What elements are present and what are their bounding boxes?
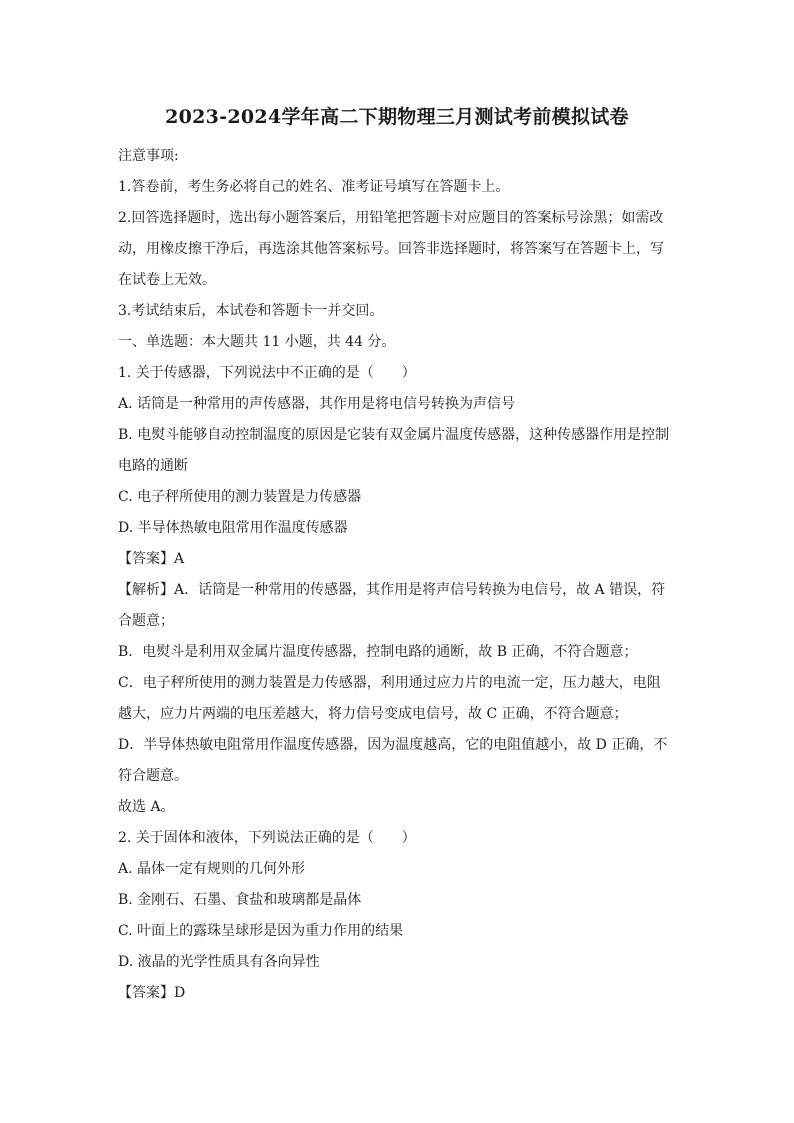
exam-title: 2023-2024学年高二下期物理三月测试考前模拟试卷 bbox=[165, 106, 629, 128]
question-2-option-a: A. 晶体一定有规则的几何外形 bbox=[118, 861, 306, 877]
question-1-analysis-line-3: B．电熨斗是利用双金属片温度传感器，控制电路的通断，故 B 正确，不符合题意； bbox=[118, 644, 638, 660]
question-1-answer: 【答案】A bbox=[118, 551, 185, 567]
question-1-analysis-line-6: D．半导体热敏电阻常用作温度传感器，因为温度越高，它的电阻值越小，故 D 正确，不 bbox=[118, 737, 668, 753]
question-2-stem: 2. 关于固体和液体，下列说法正确的是（ ） bbox=[118, 830, 416, 846]
question-2-option-c: C. 叶面上的露珠呈球形是因为重力作用的结果 bbox=[118, 923, 404, 939]
question-1-stem: 1. 关于传感器，下列说法中不正确的是（ ） bbox=[118, 365, 416, 381]
question-1-conclusion: 故选 A。 bbox=[118, 799, 175, 815]
question-1-option-a: A. 话筒是一种常用的声传感器，其作用是将电信号转换为声信号 bbox=[118, 396, 516, 412]
question-1-analysis-line-2: 合题意； bbox=[118, 613, 174, 629]
question-1-option-d: D. 半导体热敏电阻常用作温度传感器 bbox=[118, 520, 348, 536]
question-1-analysis-line-7: 符合题意。 bbox=[118, 768, 188, 784]
question-1-analysis-line-4: C．电子秤所使用的测力装置是力传感器，利用通过应力片的电流一定，压力越大，电阻 bbox=[118, 675, 661, 691]
notice-heading: 注意事项: bbox=[118, 148, 179, 164]
exam-body bbox=[118, 141, 678, 1009]
question-1-option-c: C. 电子秤所使用的测力装置是力传感器 bbox=[118, 489, 362, 505]
question-1-option-b-line-2: 电路的通断 bbox=[118, 458, 188, 474]
notice-item-2-line-1: 2.回答选择题时，选出每小题答案后，用铅笔把答题卡对应题目的答案标号涂黑；如需改 bbox=[118, 210, 664, 226]
notice-item-3: 3.考试结束后，本试卷和答题卡一并交回。 bbox=[118, 303, 384, 319]
question-2-answer: 【答案】D bbox=[118, 985, 186, 1001]
question-1-analysis-line-5: 越大，应力片两端的电压差越大，将力信号变成电信号，故 C 正确，不符合题意； bbox=[118, 706, 628, 722]
notice-item-1: 1.答卷前，考生务必将自己的姓名、准考证号填写在答题卡上。 bbox=[118, 179, 510, 195]
notice-item-2-line-3: 在试卷上无效。 bbox=[118, 272, 216, 288]
question-2-option-b: B. 金刚石、石墨、食盐和玻璃都是晶体 bbox=[118, 892, 362, 908]
question-2-option-d: D. 液晶的光学性质具有各向异性 bbox=[118, 954, 320, 970]
question-1-option-b-line-1: B. 电熨斗能够自动控制温度的原因是它装有双金属片温度传感器，这种传感器作用是控制 bbox=[118, 427, 670, 443]
notice-item-2-line-2: 动，用橡皮擦干净后，再选涂其他答案标号。回答非选择题时，将答案写在答题卡上，写 bbox=[118, 241, 664, 257]
section-heading: 一、单选题：本大题共 11 小题，共 44 分。 bbox=[118, 334, 396, 350]
question-1-analysis-line-1: 【解析】A．话筒是一种常用的传感器，其作用是将声信号转换为电信号，故 A 错误，符 bbox=[118, 582, 666, 598]
